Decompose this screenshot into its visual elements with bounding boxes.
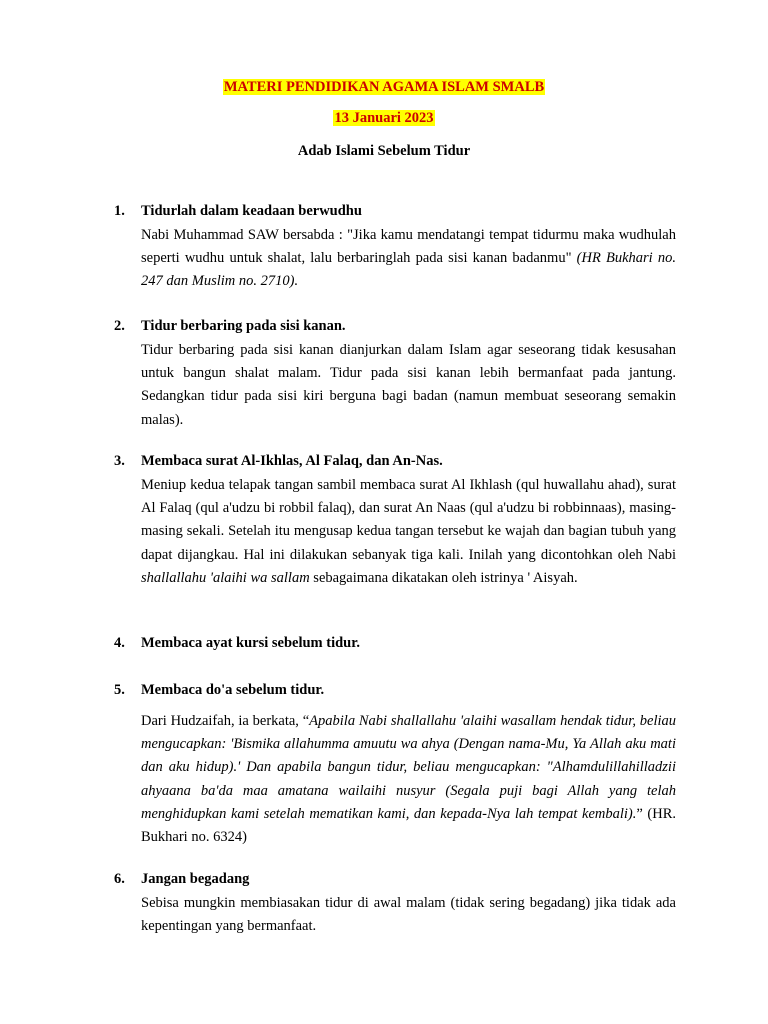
item-heading: Membaca ayat kursi sebelum tidur. xyxy=(141,635,360,651)
item-body xyxy=(141,224,676,294)
item-number: 3. xyxy=(114,453,125,469)
item-italic-phrase: shallallahu 'alaihi wa sallam xyxy=(141,569,310,586)
document-title xyxy=(0,79,768,96)
item-heading: Tidur berbaring pada sisi kanan. xyxy=(141,318,346,334)
item-text-tail: ” (HR. Bukhari no. 6324) xyxy=(141,805,676,846)
item-text: Tidur berbaring pada sisi kanan dianjurkan dalam Islam agar seseorang tidak kesusahan untuk bangun shalat malam. Tidur pada sisi kanan lebih bermanfaat pada jantung. Sedangkan tidur pada sisi kiri berguna bagi badan (namun membuat seseorang semakin malas). xyxy=(141,342,676,428)
item-body xyxy=(141,474,676,590)
item-text: Meniup kedua telapak tangan sambil membaca surat Al Ikhlash (qul huwallahu ahad), surat Al Falaq (qul a'udzu bi robbil falaq), dan surat An Naas (qul a'udzu bi robbinnaas), masing-masing sekali. Setelah itu mengusap kedua tangan tersebut ke wajah dan bagian tubuh yang dapat dijangkau. Hal ini dilakukan sebanyak tiga kali. Inilah yang dicontohkan oleh Nabi xyxy=(141,477,676,563)
item-body xyxy=(141,892,676,938)
item-text-tail: sebagaimana dikatakan oleh istrinya ' Aisyah. xyxy=(309,569,578,586)
item-heading: Membaca surat Al-Ikhlas, Al Falaq, dan An-Nas. xyxy=(141,453,443,469)
item-body xyxy=(141,339,676,432)
item-number: 6. xyxy=(114,871,125,887)
document-subtitle: Adab Islami Sebelum Tidur xyxy=(297,143,471,159)
item-heading: Tidurlah dalam keadaan berwudhu xyxy=(141,203,362,219)
date-highlight: 13 Januari 2023 xyxy=(334,110,434,126)
item-body xyxy=(141,710,676,849)
item-text: Dari Hudzaifah, ia berkata, “ xyxy=(141,713,310,729)
item-number: 1. xyxy=(114,203,125,219)
item-number: 5. xyxy=(114,682,125,698)
item-number: 4. xyxy=(114,635,125,651)
item-heading: Membaca do'a sebelum tidur. xyxy=(141,682,325,698)
title-highlight: MATERI PENDIDIKAN AGAMA ISLAM SMALB xyxy=(223,79,545,95)
item-quote: Apabila Nabi shallallahu 'alaihi wasallam hendak tidur, beliau mengucapkan: 'Bismika allahumma amuutu wa ahya (Dengan nama-Mu, Ya Allah aku mati dan aku hidup).' Dan apabila bangun tidur, beliau mengucapkan: "Alhamdulillahilladzii ahyaana ba'da maa amatana wailaihi nusyur (Segala puji bagi Allah yang telah menghidupkan kami setelah mematikan kami, dan kepada-Nya lah tempat kembali). xyxy=(141,713,677,822)
item-number: 2. xyxy=(114,318,125,334)
item-text: Nabi Muhammad SAW bersabda : "Jika kamu mendatangi tempat tidurmu maka wudhulah seperti wudhu untuk shalat, lalu berbaringlah pada sisi kanan badanmu" xyxy=(141,227,676,267)
item-citation: (HR Bukhari no. 247 dan Muslim no. 2710). xyxy=(141,250,676,290)
document-date xyxy=(0,110,768,127)
item-heading: Jangan begadang xyxy=(141,871,250,887)
item-text: Sebisa mungkin membiasakan tidur di awal malam (tidak sering begadang) jika tidak ada kepentingan yang bermanfaat. xyxy=(141,895,676,935)
